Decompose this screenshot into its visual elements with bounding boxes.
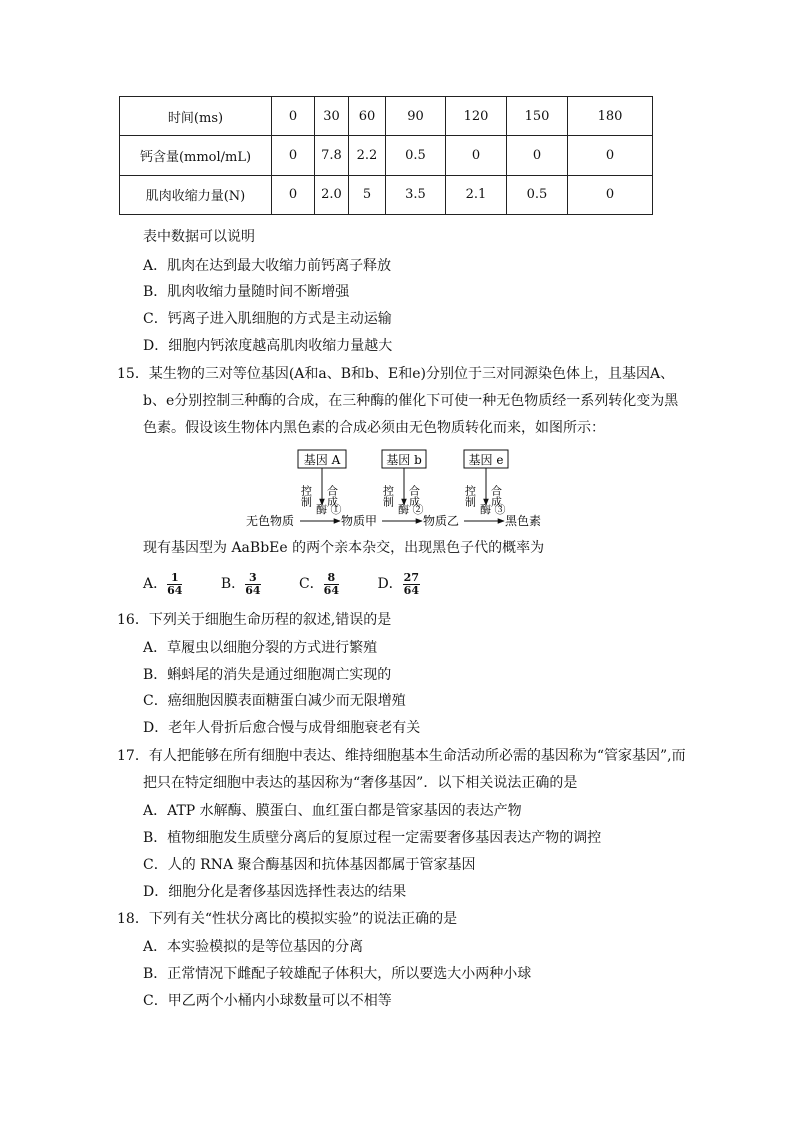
row-header: 时间(ms) — [120, 97, 272, 136]
table-cell: 3.5 — [386, 175, 446, 214]
q18-option-b: B．正常情况下雌配子较雄配子体积大，所以要选大小两种小球 — [143, 966, 532, 982]
q17-option-c: C．人的 RNA 聚合酶基因和抗体基因都属于管家基因 — [143, 857, 476, 873]
table-row — [120, 97, 653, 136]
enzyme-label: 酶 ③ — [480, 503, 506, 516]
table-cell: 0 — [272, 136, 315, 175]
table-cell: 0 — [568, 136, 653, 175]
table-cell: 2.1 — [446, 175, 507, 214]
denominator: 64 — [167, 583, 183, 597]
q16-option-b: B．蝌蚪尾的消失是通过细胞凋亡实现的 — [143, 667, 392, 683]
substance-label: 黑色素 — [505, 514, 542, 528]
denominator: 64 — [403, 583, 419, 597]
table-cell: 180 — [568, 97, 653, 136]
q18-option-c: C．甲乙两个小桶内小球数量可以不相等 — [143, 993, 392, 1009]
option-label: C． — [298, 576, 324, 592]
q15-question — [117, 364, 674, 384]
control-label: 控制 — [463, 485, 477, 507]
substance-label: 物质乙 — [423, 514, 460, 528]
denominator: 64 — [245, 583, 261, 597]
denominator: 64 — [323, 583, 339, 597]
q15-option-d — [377, 570, 420, 598]
q15-option-b — [221, 570, 261, 598]
q16-option-d: D．老年人骨折后愈合慢与成骨细胞衰老有关 — [143, 720, 421, 736]
synthesis-label: 合成 — [407, 485, 421, 507]
data-table — [119, 96, 653, 215]
option-label: B． — [220, 576, 246, 592]
q18-option-a: A．本实验模拟的是等位基因的分离 — [143, 939, 364, 955]
table-cell: 0 — [568, 175, 653, 214]
numerator: 3 — [245, 572, 260, 585]
enzyme-label: 酶 ① — [316, 503, 342, 516]
fraction — [403, 572, 420, 597]
synthesis-label: 合成 — [325, 485, 339, 507]
q15-stem-line: 某生物的三对等位基因(A和a、B和b、E和e)分别位于三对同源染色体上，且基因A、 — [148, 366, 675, 382]
q18-question — [117, 909, 457, 929]
q18-stem: 下列有关“性状分离比的模拟实验”的说法正确的是 — [148, 911, 458, 927]
q16-option-c: C．癌细胞因膜表面糖蛋白减少而无限增殖 — [143, 693, 406, 709]
question-number: 15． — [117, 366, 149, 382]
numerator: 1 — [167, 572, 182, 585]
option-label: A． — [143, 576, 168, 592]
table-cell: 60 — [349, 97, 386, 136]
fraction — [324, 572, 339, 597]
q15-question-text: 现有基因型为 AaBbEe 的两个亲本杂交，出现黑色子代的概率为 — [143, 540, 545, 556]
q14-stem: 表中数据可以说明 — [143, 229, 255, 245]
numerator: 8 — [324, 572, 339, 585]
q15-stem-line: b、e分别控制三种酶的合成，在三种酶的催化下可使一种无色物质经一系列转化变为黑 — [143, 393, 679, 409]
pathway-diagram — [240, 445, 560, 531]
table-cell: 7.8 — [315, 136, 349, 175]
q16-option-a: A．草履虫以细胞分裂的方式进行繁殖 — [143, 640, 378, 656]
numerator: 27 — [403, 570, 419, 584]
table-cell: 120 — [446, 97, 507, 136]
control-label: 控制 — [381, 485, 395, 507]
fraction — [167, 572, 182, 597]
gene-label: 基因 A — [303, 453, 341, 467]
table-row — [120, 175, 653, 214]
table-cell: 0 — [272, 97, 315, 136]
q15-option-a — [143, 570, 182, 598]
q14-option-c: C．钙离子进入肌细胞的方式是主动运输 — [143, 311, 392, 327]
gene-label: 基因 b — [386, 453, 422, 467]
question-number: 16． — [117, 612, 149, 628]
table-cell: 150 — [507, 97, 568, 136]
fraction — [245, 572, 260, 597]
q14-option-d: D．细胞内钙浓度越高肌肉收缩力量越大 — [143, 338, 393, 354]
question-number: 17． — [117, 748, 149, 764]
q15-options — [143, 570, 454, 598]
q17-stem-line: 把只在特定细胞中表达的基因称为“奢侈基因”．以下相关说法正确的是 — [143, 775, 578, 791]
q17-option-d: D．细胞分化是奢侈基因选择性表达的结果 — [143, 884, 407, 900]
q16-question — [117, 610, 391, 630]
row-header: 钙含量(mmol/mL) — [120, 136, 272, 175]
table-cell: 2.0 — [315, 175, 349, 214]
q15-stem-line: 色素。假设该生物体内黑色素的合成必须由无色物质转化而来，如图所示： — [143, 420, 605, 436]
table-cell: 0 — [507, 136, 568, 175]
substance-label: 物质甲 — [341, 514, 378, 528]
q17-option-a: A．ATP 水解酶、膜蛋白、血红蛋白都是管家基因的表达产物 — [143, 803, 522, 819]
question-number: 18． — [117, 911, 149, 927]
gene-label: 基因 e — [468, 453, 504, 467]
table-cell: 2.2 — [349, 136, 386, 175]
q17-stem-line: 有人把能够在所有细胞中表达、维持细胞基本生命活动所必需的基因称为“管家基因”,而 — [148, 748, 686, 764]
q17-question — [117, 746, 686, 766]
q17-option-b: B．植物细胞发生质壁分离后的复原过程一定需要奢侈基因表达产物的调控 — [143, 830, 602, 846]
q14-option-b: B．肌肉收缩力量随时间不断增强 — [143, 284, 350, 300]
enzyme-label: 酶 ② — [398, 503, 424, 516]
table-cell: 5 — [349, 175, 386, 214]
table-cell: 30 — [315, 97, 349, 136]
substance-label: 无色物质 — [246, 514, 295, 528]
row-header: 肌肉收缩力量(N) — [120, 175, 272, 214]
table-cell: 0 — [272, 175, 315, 214]
table-cell: 0 — [446, 136, 507, 175]
synthesis-label: 合成 — [489, 485, 503, 507]
table-cell: 90 — [386, 97, 446, 136]
q15-option-c — [299, 570, 339, 598]
q16-stem: 下列关于细胞生命历程的叙述,错误的是 — [148, 612, 392, 628]
q14-option-a: A．肌肉在达到最大收缩力前钙离子释放 — [143, 258, 392, 274]
table-row — [120, 136, 653, 175]
table-cell: 0.5 — [386, 136, 446, 175]
table-cell: 0.5 — [507, 175, 568, 214]
option-label: D． — [377, 576, 403, 592]
control-label: 控制 — [299, 485, 313, 507]
